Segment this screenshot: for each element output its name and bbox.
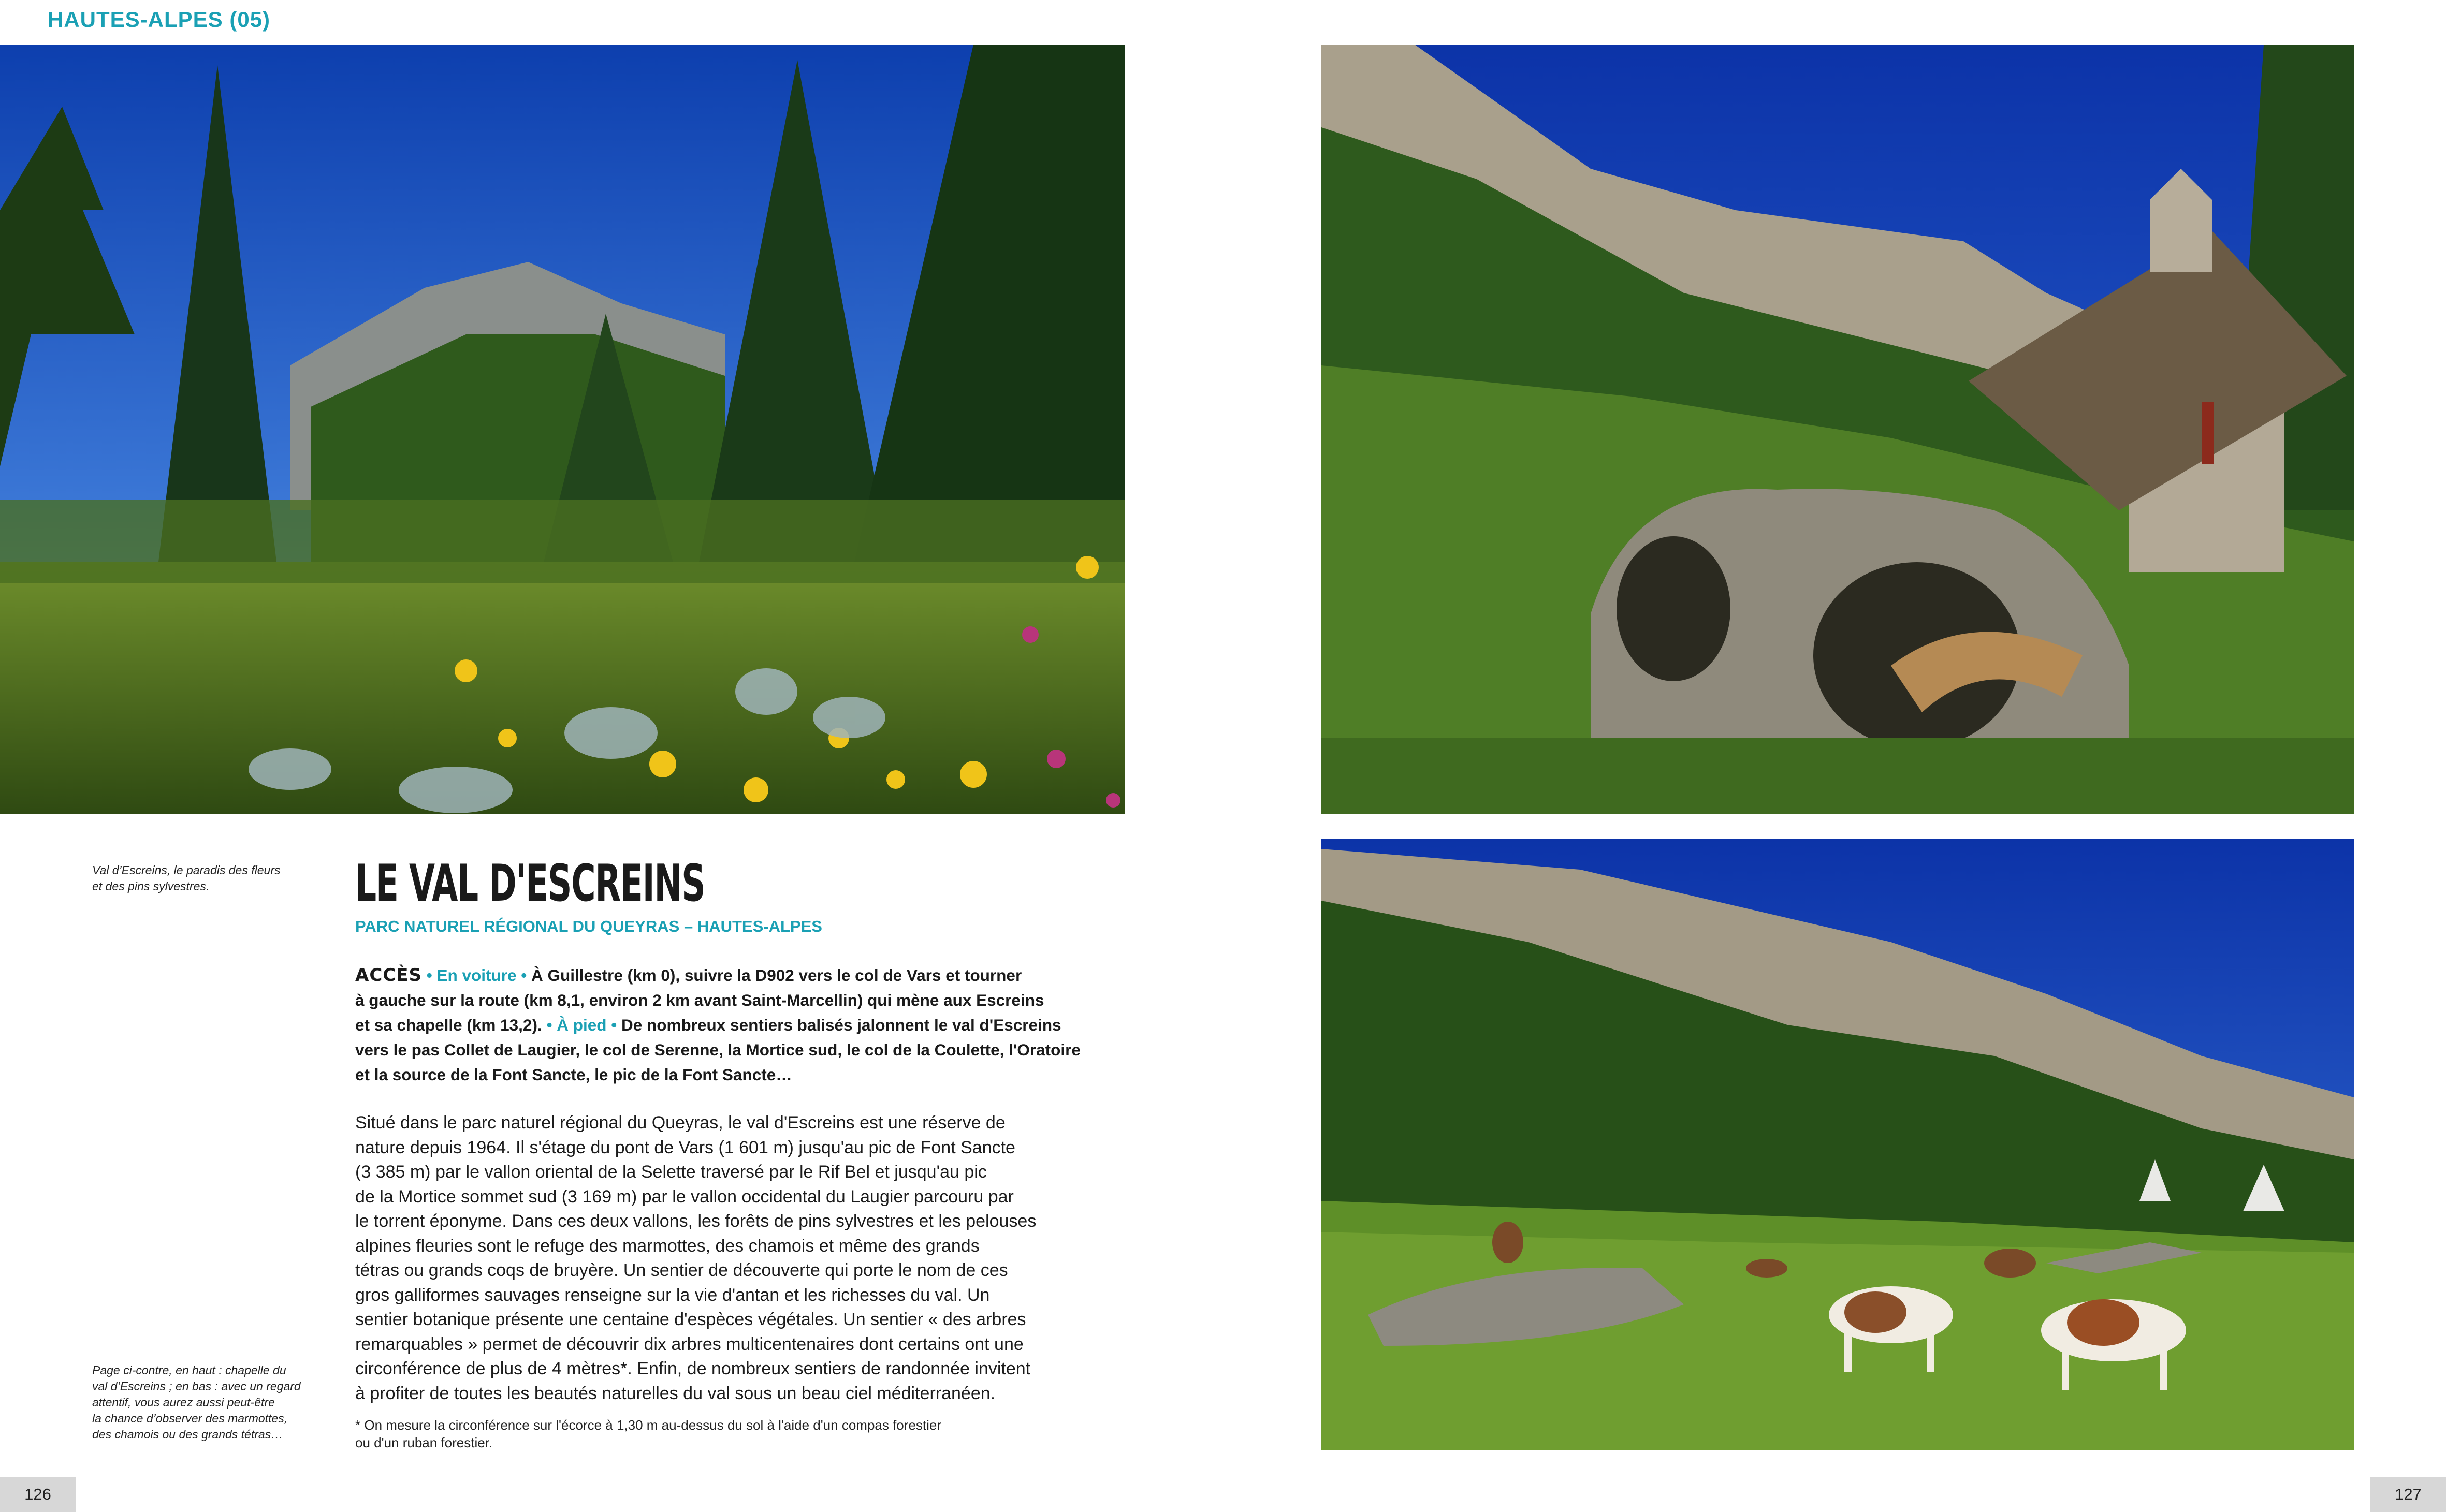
access-line-4: vers le pas Collet de Laugier, le col de Serenne, la Mortice sud, le col de la Coulette, l'Oratoire <box>355 1040 1081 1059</box>
article-body <box>355 1111 1111 1406</box>
footnote-line: ou d'un ruban forestier. <box>355 1435 493 1450</box>
footnote <box>355 1416 1080 1451</box>
access-label: ACCÈS <box>355 965 422 986</box>
car-text: À Guillestre (km 0), suivre la D902 vers le col de Vars et tourner <box>531 966 1022 985</box>
body-line: Situé dans le parc naturel régional du Queyras, le val d'Escreins est une réserve de <box>355 1113 1006 1133</box>
body-line: sentier botanique présente une centaine d'espèces végétales. Un sentier « des arbres <box>355 1310 1026 1329</box>
body-line: remarquables » permet de découvrir dix arbres multicentenaires dont certains ont une <box>355 1334 1024 1354</box>
foot-label: • À pied • <box>542 1016 622 1034</box>
body-line: tétras ou grands coqs de bruyère. Un sentier de découverte qui porte le nom de ces <box>355 1260 1008 1280</box>
access-line-5: et la source de la Font Sancte, le pic de la Font Sancte… <box>355 1065 792 1084</box>
photo-horses <box>1321 839 2354 1450</box>
foot-text: De nombreux sentiers balisés jalonnent le val d'Escreins <box>621 1016 1061 1034</box>
car-label: • En voiture • <box>421 966 532 985</box>
caption-bottom-line: attentif, vous aurez aussi peut-être <box>92 1396 275 1409</box>
photo-chapel <box>1321 45 2354 814</box>
body-line: circonférence de plus de 4 mètres*. Enfin, de nombreux sentiers de randonnée invitent <box>355 1359 1031 1378</box>
article-subtitle: PARC NATUREL RÉGIONAL DU QUEYRAS – HAUTES-ALPES <box>355 917 822 935</box>
body-line: de la Mortice sommet sud (3 169 m) par le vallon occidental du Laugier parcouru par <box>355 1186 1014 1207</box>
access-info <box>355 963 1106 1087</box>
horses-image <box>1321 839 2354 1450</box>
body-line: à profiter de toutes les beautés naturelles du val sous un beau ciel méditerranéen. <box>355 1383 996 1403</box>
section-tag: HAUTES-ALPES (05) <box>48 7 271 32</box>
caption-bottom-line: Page ci-contre, en haut : chapelle du <box>92 1363 286 1377</box>
caption-bottom-line: val d’Escreins ; en bas : avec un regard <box>92 1379 301 1393</box>
body-line: gros galliformes sauvages renseigne sur la vie d'antan et les richesses du val. Un <box>355 1285 990 1305</box>
caption-bottom-line: des chamois ou des grands tétras… <box>92 1428 283 1441</box>
caption-top-line: et des pins sylvestres. <box>92 879 210 893</box>
caption-top <box>92 862 310 894</box>
body-line: nature depuis 1964. Il s'étage du pont de Vars (1 601 m) jusqu'au pic de Font Sancte <box>355 1137 1015 1157</box>
page-number-left: 126 <box>0 1477 76 1512</box>
footnote-line: * On mesure la circonférence sur l'écorce à 1,30 m au-dessus du sol à l'aide d'un compas forestier <box>355 1417 942 1433</box>
caption-bottom-line: la chance d’observer des marmottes, <box>92 1412 288 1425</box>
page-number-right: 127 <box>2370 1477 2446 1512</box>
article-title: LE VAL D'ESCREINS <box>355 854 705 913</box>
access-line-2: à gauche sur la route (km 8,1, environ 2 km avant Saint-Marcellin) qui mène aux Escreins <box>355 991 1044 1009</box>
photo-meadow-pines <box>0 45 1125 814</box>
body-line: (3 385 m) par le vallon oriental de la Selette traversé par le Rif Bel et jusqu'au pic <box>355 1162 987 1182</box>
meadow-image <box>0 45 1125 814</box>
body-line: le torrent éponyme. Dans ces deux vallons, les forêts de pins sylvestres et les pelouses <box>355 1211 1037 1231</box>
access-line-3 <box>355 1012 1106 1037</box>
chapel-image <box>1321 45 2354 814</box>
access-line-1 <box>355 963 1106 988</box>
body-line: alpines fleuries sont le refuge des marmottes, des chamois et même des grands <box>355 1236 980 1256</box>
caption-bottom <box>92 1362 310 1443</box>
caption-top-line: Val d’Escreins, le paradis des fleurs <box>92 863 281 877</box>
car-text-end: et sa chapelle (km 13,2). <box>355 1016 542 1034</box>
